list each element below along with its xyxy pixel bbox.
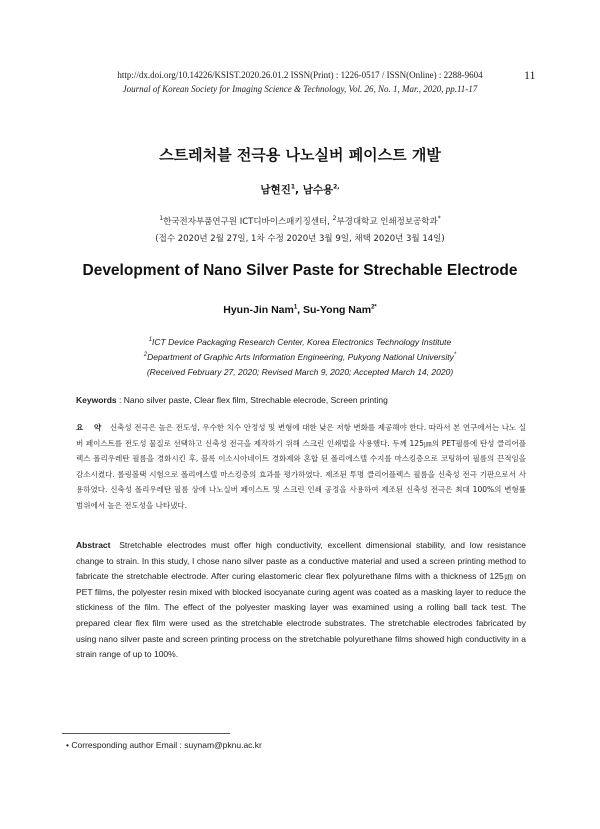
- affil-mark-end: *: [437, 215, 441, 223]
- english-affil-mark-1: 1: [148, 337, 153, 344]
- footnote-divider: [62, 733, 230, 734]
- english-abstract: [76, 538, 526, 663]
- english-title: Development of Nano Silver Paste for Strechable Electrode: [82, 262, 518, 279]
- korean-authors: [0, 182, 600, 197]
- korean-affiliation-2: 부경대학교 인쇄정보공학과: [336, 217, 438, 227]
- korean-author-1: 남현진: [260, 184, 291, 196]
- korean-author-2: 남수용: [302, 184, 334, 196]
- keywords-label: Keywords: [76, 395, 117, 405]
- korean-affiliations: [0, 215, 600, 227]
- page-number: 11: [524, 68, 536, 82]
- english-affiliation-2-line: [0, 352, 600, 362]
- affil-mark-2: 2: [332, 215, 337, 223]
- korean-abstract-label: 요 약: [76, 423, 106, 432]
- author-separator: ,: [295, 184, 303, 196]
- korean-dates: (접수 2020년 2월 27일, 1차 수정 2020년 3월 9일, 채택 2020년 3월 14일): [155, 234, 445, 244]
- english-affil-mark-end: *: [453, 352, 457, 359]
- journal-citation: Journal of Korean Society for Imaging Science & Technology, Vol. 26, No. 1, Mar., 2020, pp.11-17: [122, 84, 478, 94]
- korean-affiliation-1: 한국전자부품연구원 ICT디바이스패키징센터,: [163, 217, 330, 227]
- english-author-1: Hyun-Jin Nam: [223, 304, 294, 316]
- english-author-2-affil-mark: 2*: [371, 304, 377, 311]
- doi-issn-line: http://dx.doi.org/10.14226/KSIST.2020.26.01.2 ISSN(Print) : 1226-0517 / ISSN(Online) : 2288-9604: [117, 70, 483, 80]
- affil-mark-1: 1: [159, 215, 164, 223]
- english-author-1-affil-mark: 1: [293, 304, 298, 311]
- english-author-2: Su-Yong Nam: [303, 304, 372, 316]
- corresponding-author-footnote: • Corresponding author Email : suynam@pknu.ac.kr: [66, 740, 262, 750]
- english-abstract-text: Stretchable electrodes must offer high conductivity, excellent dimensional stability, and low resistance change to strain. In this study, I chose nano silver paste as a conductive material and used a screen printing method to fabricate the stretchable electrode. After curing elastomeric clear flex polyurethane films with a thickness of 125㎛ on PET films, the polyester resin mixed with blocked isocyanate curing agent was coated as a masking layer to reduce the stickiness of the film. The effect of the polyester masking layer was examined using a rolling ball tack test. The prepared clear flex film were used as the stretchable electrode substrates. The stretchable electrodes fabricated by using nano silver paste and screen printing process on the stretchable polyurethane films showed high conductivity in a strain range of up to 100%.: [76, 540, 526, 660]
- english-affiliation-2: Department of Graphic Arts Information Engineering, Pukyong National University: [147, 352, 454, 362]
- english-authors: [0, 304, 600, 316]
- english-affiliation-1-line: [0, 337, 600, 347]
- english-affil-mark-2: 2: [143, 352, 148, 359]
- korean-author-1-affil-mark: 1: [290, 183, 296, 191]
- keywords-line: [76, 395, 526, 405]
- english-abstract-label: Abstract: [76, 540, 111, 550]
- korean-title: 스트레처블 전극용 나노실버 페이스트 개발: [159, 146, 441, 164]
- keywords-text: : Nano silver paste, Clear flex film, Strechable elecrode, Screen printing: [116, 395, 388, 405]
- english-affiliation-1: ICT Device Packaging Research Center, Korea Electronics Technology Institute: [152, 337, 452, 347]
- korean-author-2-affil-mark: 2,: [333, 183, 340, 191]
- author-separator: ,: [297, 304, 304, 316]
- korean-abstract: [76, 420, 526, 514]
- english-dates: (Received February 27, 2020; Revised March 9, 2020; Accepted March 14, 2020): [146, 367, 454, 377]
- korean-abstract-text: 신축성 전극은 높은 전도성, 우수한 치수 안정성 및 변형에 대한 낮은 저항 변화를 제공해야 한다. 따라서 본 연구에서는 나노 실버 페이스트를 전도성 물질로 선택하고 신축성 전극을 제작하기 위해 스크린 인쇄법을 사용했다. 두께 125㎛의 PET필름에 탄성 클리어플렉스 폴리우레탄 필름을 경화시킨 후, 블록 이소시아네이트 경화제와 혼합 된 폴리에스텔 수지를 마스킹층으로 코팅하여 필름의 끈적임을 감소시켰다. 롤링볼택 시험으로 폴리에스텔 마스킹층의 효과를 평가하였다. 제조된 투명 클리어플렉스 필름을 신축성 전극 기판으로서 사용하였다. 신축성 폴리우레탄 필름 상에 나노실버 페이스트 및 스크린 인쇄 공정을 사용하여 제조된 신축성 전극은 최대 100%의 변형률 범위에서 높은 전도성을 나타냈다.: [76, 423, 527, 510]
